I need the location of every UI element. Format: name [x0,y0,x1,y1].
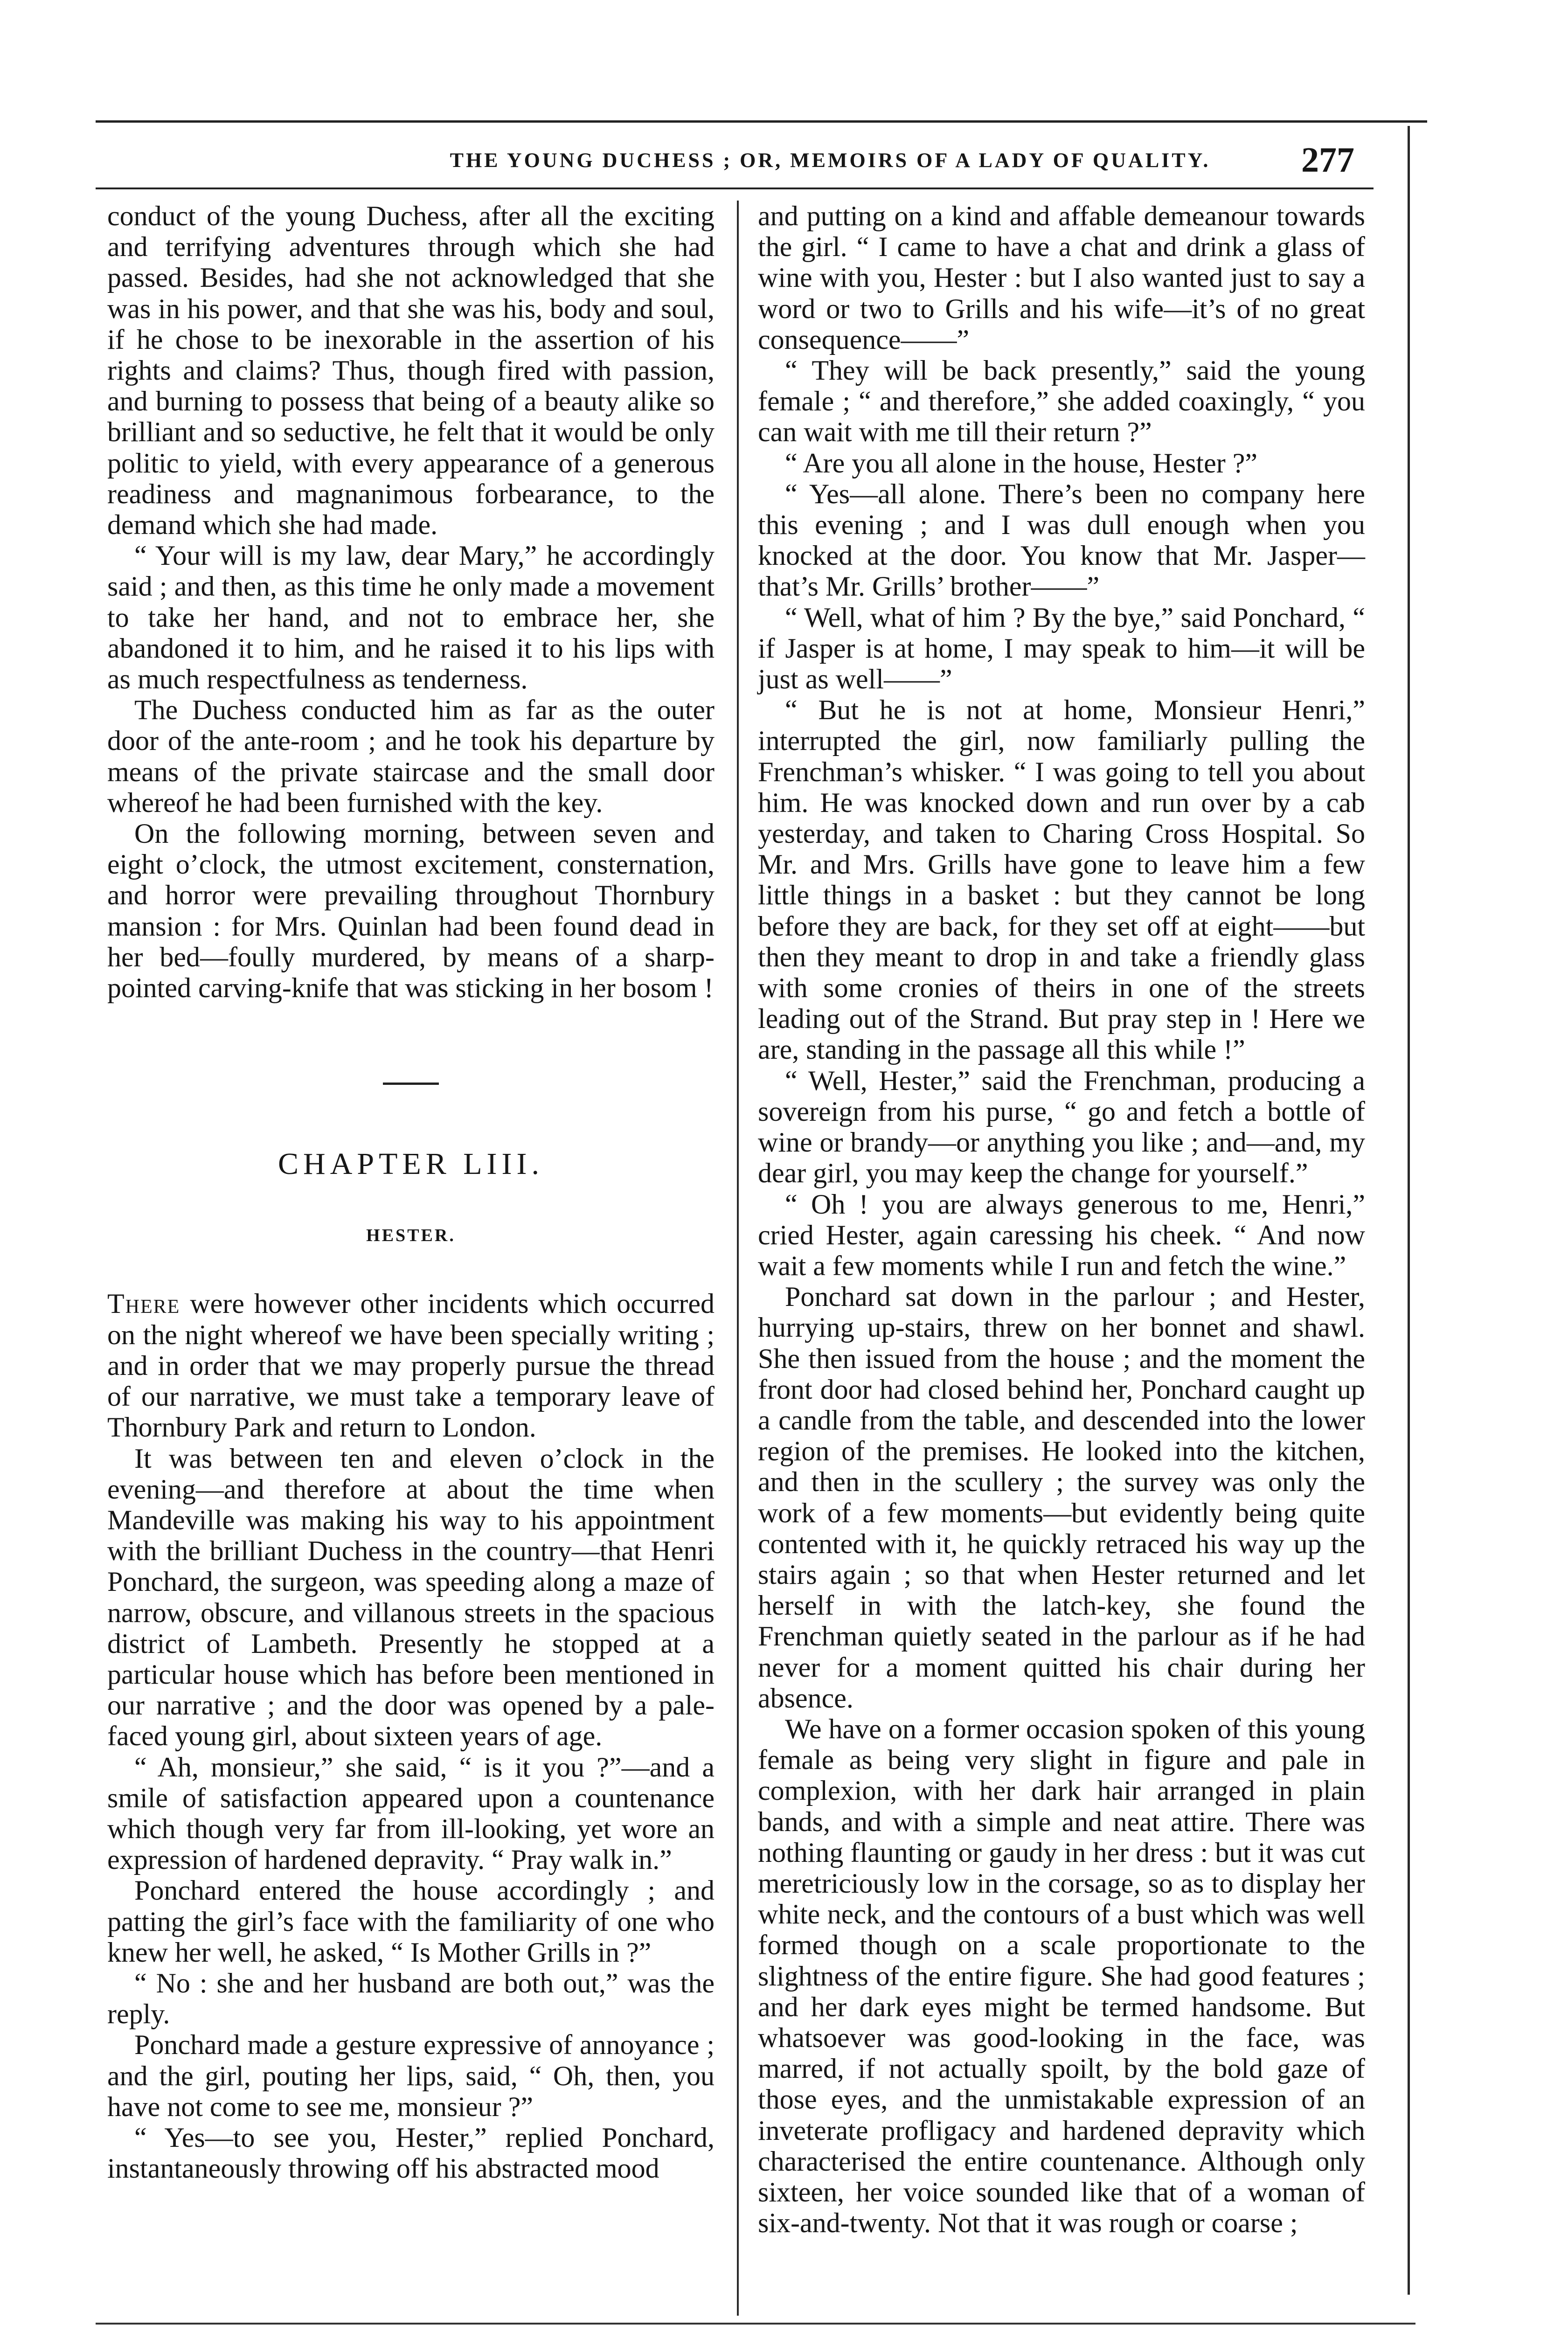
bottom-rule [96,2323,1415,2325]
paragraph: The Duchess conducted him as far as the outer door of the ante-room ; and he took his departure by means of the private staircase and the small door whereof he had been furnished with the key. [107,694,715,818]
chapter-subtitle: HESTER. [366,1226,456,1246]
chapter-opening-paragraph [107,1288,715,1443]
running-title: THE YOUNG DUCHESS ; OR, MEMOIRS OF A LADY OF QUALITY. [450,149,1211,172]
paragraph: “ They will be back presently,” said the young female ; “ and therefore,” she added coaxingly, “ you can wait with me till their return ?” [758,355,1365,448]
opening-word: There [107,1288,180,1319]
paragraph: “ Yes—to see you, Hester,” replied Ponchard, instantaneously throwing off his abstracted mood [107,2122,715,2184]
paragraph: “ But he is not at home, Monsieur Henri,” interrupted the girl, now familiarly pulling the Frenchman’s whisker. “ I was going to tell you about him. He was knocked down and run over by a cab yesterday, and taken to Charing Cross Hospital. So Mr. and Mrs. Grills have gone to leave him a few little things in a basket : but they cannot be long before they are back, for they set off at eight——but then they meant to drop in and take a friendly glass with some cronies of theirs in one of the streets leading out of the Strand. But pray step in ! Here we are, standing in the passage all this while !” [758,694,1365,1065]
opening-text: were however other incidents which occurred on the night whereof we have been specially writing ; and in order that we may properly pursue the thread of our narrative, we must take a temporary leave of Thornbury Park and return to London. [107,1288,715,1443]
paragraph: and putting on a kind and affable demeanour towards the girl. “ I came to have a chat and drink a glass of wine with you, Hester : but I also wanted just to say a word or two to Grills and his wife—it’s of no great consequence——” [758,201,1365,355]
section-break-rule [383,1083,439,1085]
paragraph: On the following morning, between seven and eight o’clock, the utmost excitement, consternation, and horror were prevailing throughout Thornbury mansion : for Mrs. Quinlan had been found dead in her bed—foully murdered, by means of a sharp-pointed carving-knife that was sticking in her bosom ! [107,818,715,1004]
paragraph: “ Are you all alone in the house, Hester ?” [785,447,1257,479]
paragraph: “ Well, Hester,” said the Frenchman, producing a sovereign from his purse, “ go and fetch a bottle of wine or brandy—or anything you like ; and—and, my dear girl, you may keep the change for yourself.” [758,1065,1365,1189]
paragraph: conduct of the young Duchess, after all the exciting and terrifying adventures through which she had passed. Besides, had she not acknowledged that she was in his power, and that she was his, body and soul, if he chose to be inexorable in the assertion of his rights and claims? Thus, though fired with passion, and burning to possess that being of a beauty alike so brilliant and so seductive, he felt that it would be only politic to yield, with every appearance of a generous readiness and magnanimous forbearance, to the demand which she had made. [107,201,715,541]
paragraph: It was between ten and eleven o’clock in the evening—and therefore at about the time when Mandeville was making his way to his appointment with the brilliant Duchess in the country—that Henri Ponchard, the surgeon, was speeding along a maze of narrow, obscure, and villanous streets in the spacious district of Lambeth. Presently he stopped at a particular house which has before been mentioned in our narrative ; and the door was opened by a pale-faced young girl, about sixteen years of age. [107,1443,715,1752]
page-edge-line [1408,126,1410,2295]
paragraph: “ Well, what of him ? By the bye,” said Ponchard, “ if Jasper is at home, I may speak to him—it will be just as well——” [758,602,1365,695]
left-column [107,201,715,2184]
paragraph: Ponchard entered the house accordingly ; and patting the girl’s face with the familiarity of one who knew her well, he asked, “ Is Mother Grills in ?” [107,1875,715,1968]
paragraph: “ Ah, monsieur,” she said, “ is it you ?”—and a smile of satisfaction appeared upon a countenance which though very far from ill-looking, yet wore an expression of hardened depravity. “ Pray walk in.” [107,1751,715,1875]
page-number: 277 [1301,140,1354,180]
paragraph: Ponchard sat down in the parlour ; and Hester, hurrying up-stairs, threw on her bonnet and shawl. She then issued from the house ; and the moment the front door had closed behind her, Ponchard caught up a candle from the table, and descended into the lower region of the premises. He looked into the kitchen, and then in the scullery ; the survey was only the work of a few moments—but evidently being quite contented with it, he quickly retraced his way up the stairs again ; so that when Hester returned and let herself in with the latch-key, she found the Frenchman quietly seated in the parlour as if he had never for a moment quitted his chair during her absence. [758,1281,1365,1714]
paragraph: Ponchard made a gesture expressive of annoyance ; and the girl, pouting her lips, said, “ Oh, then, you have not come to see me, monsieur ?” [107,2029,715,2122]
paragraph: “ No : she and her husband are both out,” was the reply. [107,1967,715,2030]
header-rule [96,187,1374,189]
right-column [758,201,1365,2238]
paragraph: We have on a former occasion spoken of this young female as being very slight in figure and pale in complexion, with her dark hair arranged in plain bands, and with a simple and neat attire. There was nothing flaunting or gaudy in her dress : but it was cut meretriciously low in the corsage, so as to display her white neck, and the contours of a bust which was well formed though on a scale proportionate to the slightness of the entire figure. She had good features ; and her dark eyes might be termed handsome. But whatsoever was good-looking in the face, was marred, if not actually spoilt, by the bold gaze of those eyes, and the unmistakable expression of an inveterate profligacy and hardened depravity which characterised the entire countenance. Although only sixteen, her voice sounded like that of a woman of six-and-twenty. Not that it was rough or coarse ; [758,1713,1365,2239]
chapter-title: CHAPTER LIII. [278,1147,544,1181]
paragraph: “ Oh ! you are always generous to me, Henri,” cried Hester, again caressing his cheek. “ And now wait a few moments while I run and fetch the wine.” [758,1188,1365,1281]
paragraph: “ Yes—all alone. There’s been no company here this evening ; and I was dull enough when you knocked at the door. You know that Mr. Jasper—that’s Mr. Grills’ brother——” [758,478,1365,602]
column-divider [737,201,739,2316]
top-rule [96,120,1427,123]
paragraph: “ Your will is my law, dear Mary,” he accordingly said ; and then, as this time he only made a movement to take her hand, and not to embrace her, she abandoned it to him, and he raised it to his lips with as much respectfulness as tenderness. [107,540,715,695]
